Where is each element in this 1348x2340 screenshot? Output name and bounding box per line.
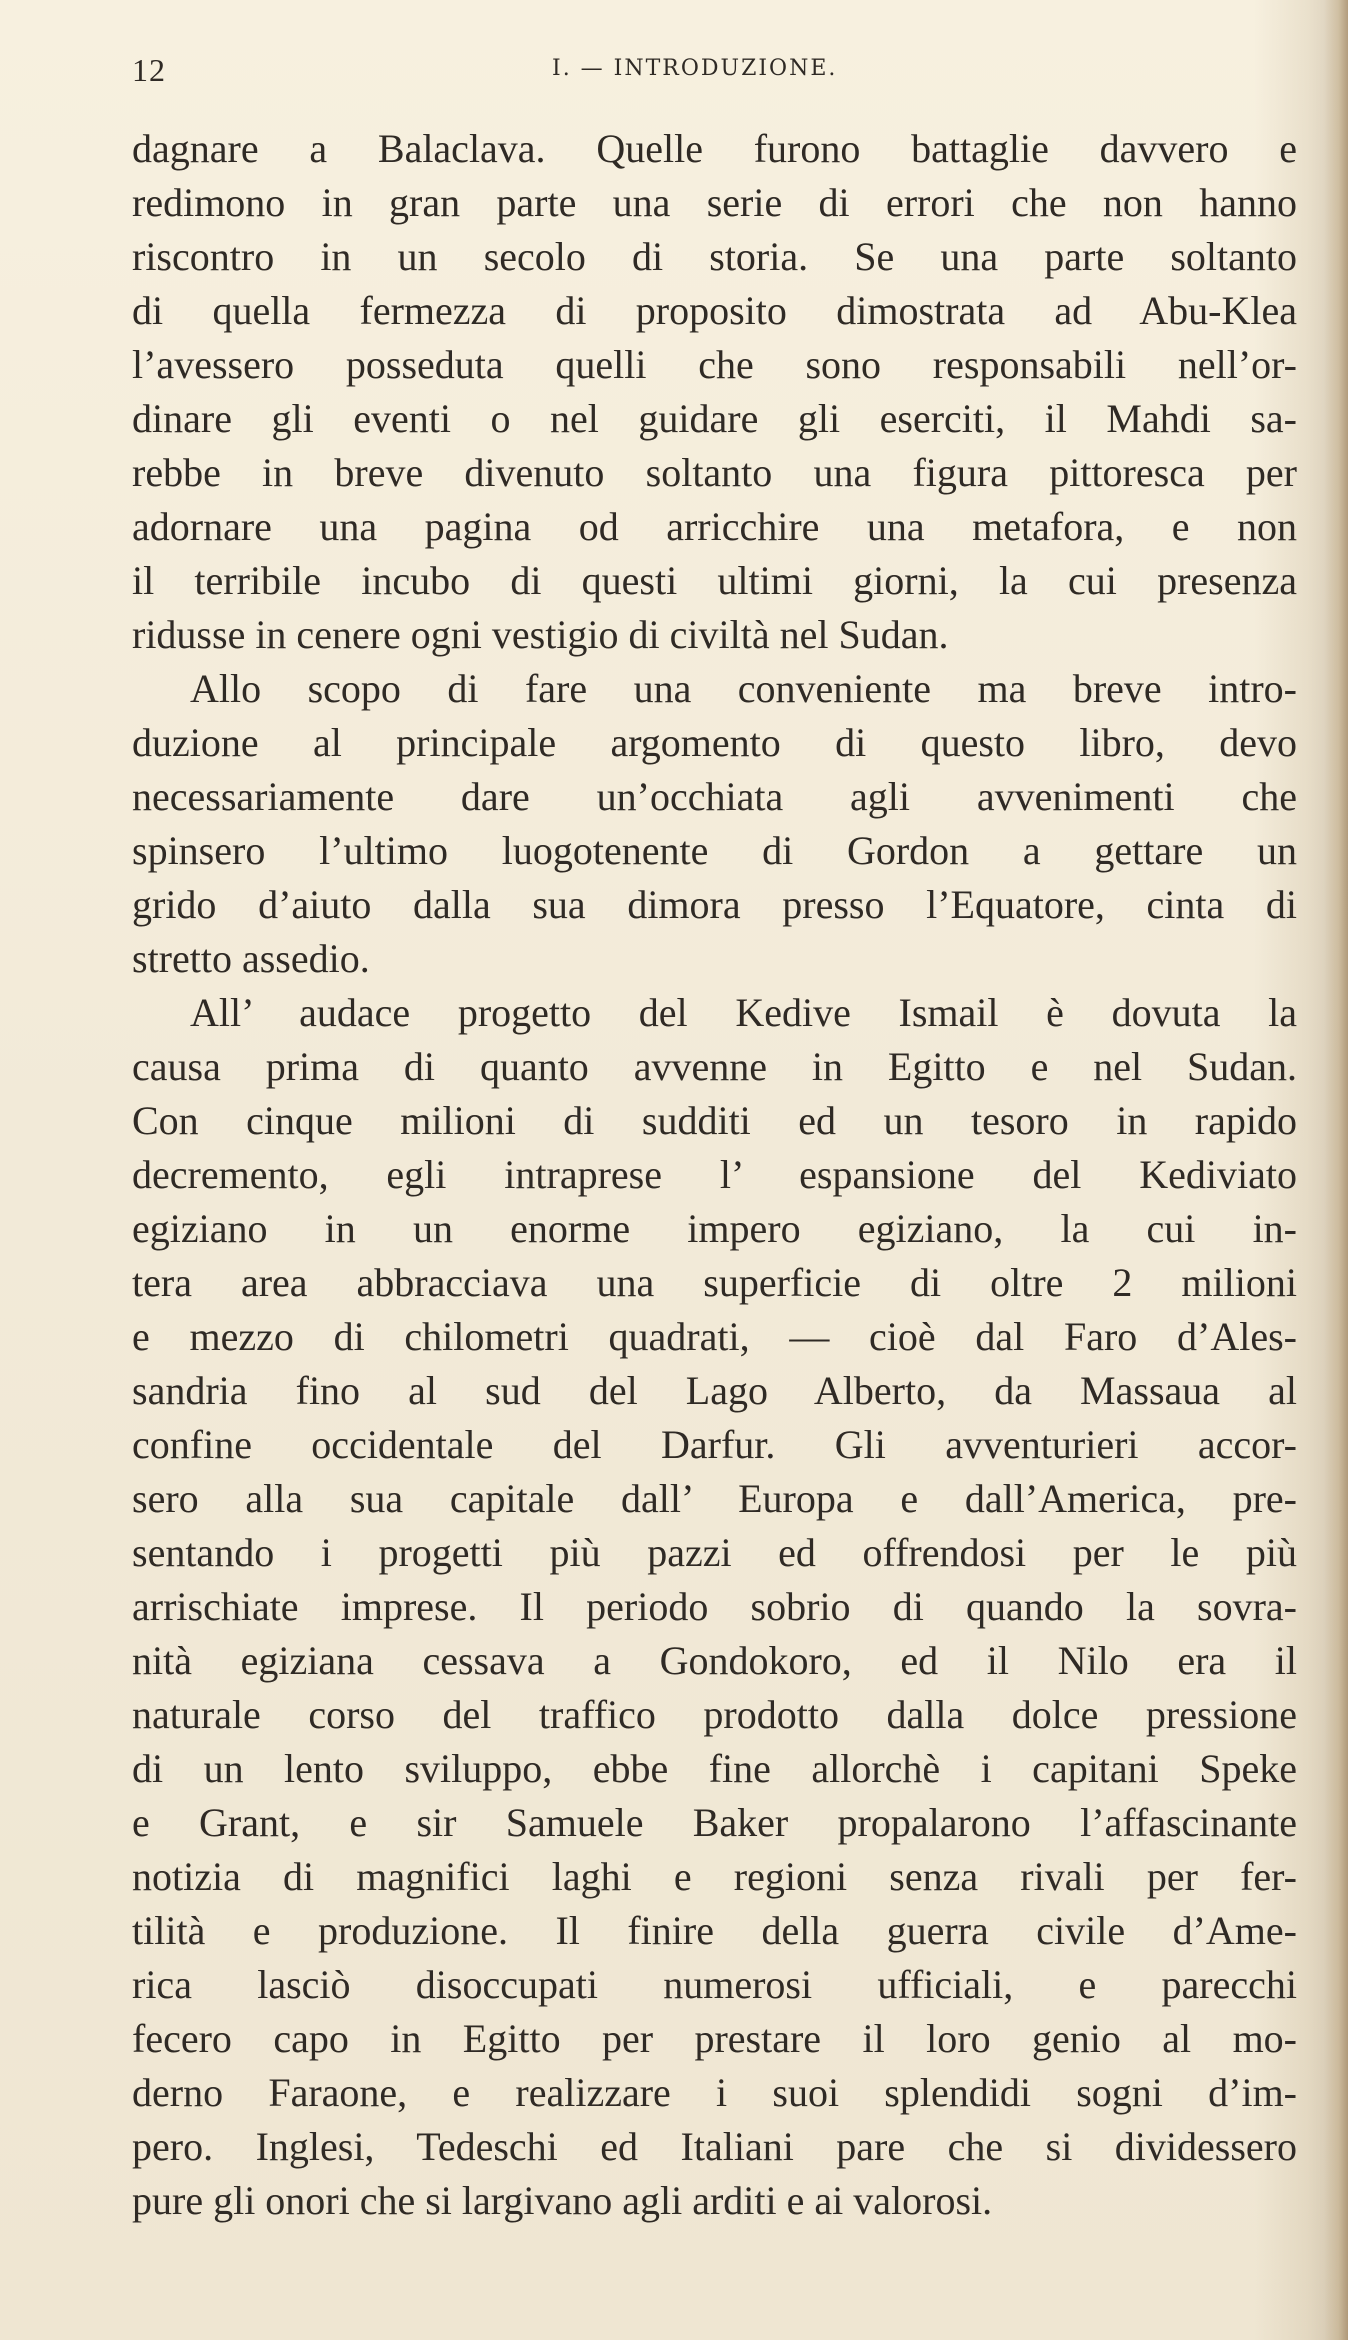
text-line: tera area abbracciava una superficie di oltre 2 milioni: [132, 1260, 1297, 1305]
text-line: redimono in gran parte una serie di errori che non hanno: [132, 180, 1297, 225]
text-line: sentando i progetti più pazzi ed offrendosi per le più: [132, 1530, 1297, 1575]
text-line: grido d’aiuto dalla sua dimora presso l’Equatore, cinta di: [132, 882, 1297, 927]
text-line: Con cinque milioni di sudditi ed un tesoro in rapido: [132, 1098, 1297, 1143]
body-text: [132, 122, 1297, 2228]
text-line: pero. Inglesi, Tedeschi ed Italiani pare che si dividessero: [132, 2124, 1297, 2169]
page-edge-shadow: [1324, 0, 1348, 2340]
text-line: rebbe in breve divenuto soltanto una figura pittoresca per: [132, 450, 1297, 495]
page-number: 12: [132, 52, 166, 88]
text-line: causa prima di quanto avvenne in Egitto e nel Sudan.: [132, 1044, 1297, 1089]
text-line: adornare una pagina od arricchire una metafora, e non: [132, 504, 1297, 549]
text-line: nità egiziana cessava a Gondokoro, ed il Nilo era il: [132, 1638, 1297, 1683]
text-line: duzione al principale argomento di questo libro, devo: [132, 720, 1297, 765]
text-line: e Grant, e sir Samuele Baker propalarono l’affascinante: [132, 1800, 1297, 1845]
text-line: tilità e produzione. Il finire della guerra civile d’Ame-: [132, 1908, 1297, 1953]
text-line: fecero capo in Egitto per prestare il loro genio al mo-: [132, 2016, 1297, 2061]
text-line: riscontro in un secolo di storia. Se una parte soltanto: [132, 234, 1297, 279]
text-line: confine occidentale del Darfur. Gli avventurieri accor-: [132, 1422, 1297, 1467]
text-line: ridusse in cenere ogni vestigio di civiltà nel Sudan.: [132, 612, 949, 657]
page-header: [132, 52, 1297, 88]
text-line: necessariamente dare un’occhiata agli avvenimenti che: [132, 774, 1297, 819]
text-line: l’avessero posseduta quelli che sono responsabili nell’or-: [132, 342, 1297, 387]
text-line: spinsero l’ultimo luogotenente di Gordon a gettare un: [132, 828, 1297, 873]
text-line: sero alla sua capitale dall’ Europa e dall’America, pre-: [132, 1476, 1297, 1521]
text-line: All’ audace progetto del Kedive Ismail è dovuta la: [190, 990, 1297, 1035]
text-line: stretto assedio.: [132, 936, 370, 981]
text-line: derno Faraone, e realizzare i suoi splendidi sogni d’im-: [132, 2070, 1297, 2115]
running-title: I. — INTRODUZIONE.: [552, 56, 838, 81]
text-line: naturale corso del traffico prodotto dalla dolce pressione: [132, 1692, 1297, 1737]
text-line: egiziano in un enorme impero egiziano, la cui in-: [132, 1206, 1297, 1251]
text-line: dinare gli eventi o nel guidare gli eserciti, il Mahdi sa-: [132, 396, 1297, 441]
text-line: dagnare a Balaclava. Quelle furono battaglie davvero e: [132, 126, 1297, 171]
text-line: di quella fermezza di proposito dimostrata ad Abu-Klea: [132, 288, 1297, 333]
text-line: sandria fino al sud del Lago Alberto, da Massaua al: [132, 1368, 1297, 1413]
text-line: il terribile incubo di questi ultimi giorni, la cui presenza: [132, 558, 1297, 603]
text-line: e mezzo di chilometri quadrati, — cioè dal Faro d’Ales-: [132, 1314, 1297, 1359]
text-line: Allo scopo di fare una conveniente ma breve intro-: [190, 666, 1297, 711]
text-line: arrischiate imprese. Il periodo sobrio di quando la sovra-: [132, 1584, 1297, 1629]
text-line: rica lasciò disoccupati numerosi ufficiali, e parecchi: [132, 1962, 1297, 2007]
text-line: decremento, egli intraprese l’ espansione del Kediviato: [132, 1152, 1297, 1197]
text-line: notizia di magnifici laghi e regioni senza rivali per fer-: [132, 1854, 1297, 1899]
text-line: di un lento sviluppo, ebbe fine allorchè i capitani Speke: [132, 1746, 1297, 1791]
text-line: pure gli onori che si largivano agli arditi e ai valorosi.: [132, 2178, 993, 2223]
